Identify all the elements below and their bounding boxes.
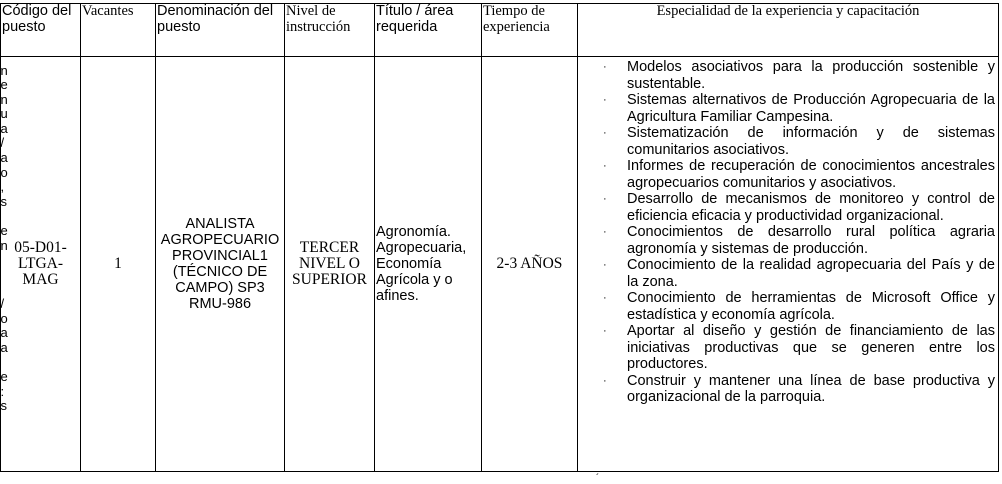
skill-text: Desarrollo de mecanismos de monitoreo y control de eficiencia eficacia y productividad organizacional. (627, 191, 995, 224)
truncated-letter: n (0, 237, 8, 253)
truncated-letter: e (0, 368, 8, 384)
header-degree-area: Título / área requerida (375, 4, 482, 57)
cell-vacancies (81, 57, 156, 472)
cell-title (156, 57, 285, 472)
list-item (579, 323, 995, 373)
vacancy-count: 1 (114, 255, 122, 272)
bullet-icon: · (603, 94, 607, 106)
bullet-icon: · (603, 292, 607, 304)
header-education-level: Nivel de instrucción (285, 4, 375, 57)
skill-text: Construir y mantener una línea de base productiva y organizacional de la parroquia. (627, 372, 995, 405)
table-row (1, 57, 999, 472)
truncated-letter: / (0, 296, 5, 311)
list-item (579, 224, 995, 257)
list-item (579, 125, 995, 158)
truncated-letter: e (0, 77, 8, 93)
truncated-text-column (1, 60, 7, 479)
list-item (579, 59, 995, 92)
truncated-letter (1, 268, 7, 283)
truncated-letter: o (0, 310, 8, 326)
list-item (579, 257, 995, 290)
truncated-letter: a (0, 120, 8, 136)
experience-time: 2-3 AÑOS (496, 255, 563, 272)
skill-text: Conocimientos de desarrollo rural política agraria agronomía y sistemas de producción. (627, 224, 995, 257)
truncated-letter: , (0, 179, 5, 195)
education-level: TERCER NIVEL O SUPERIOR (292, 239, 367, 288)
bullet-icon: · (603, 325, 607, 337)
skill-text: Informes de recuperación de conocimientos ancestrales agropecuarios comunitarios y asociativos. (627, 158, 995, 191)
skill-text: Modelos asociativos para la producción sostenible y sustentable. (627, 59, 995, 92)
header-position-title: Denominación del puesto (156, 4, 285, 57)
header-specialty: Especialidad de la experiencia y capacitación (578, 4, 999, 57)
bullet-icon: · (603, 160, 607, 172)
bullet-icon: · (603, 193, 607, 205)
truncated-letter: s (0, 193, 7, 209)
skill-text: Sistematización de información y de sistemas comunitarios asociativos. (627, 125, 995, 158)
table-header-row (1, 4, 999, 57)
bullet-icon: · (603, 127, 607, 139)
header-code: Código del puesto (1, 4, 81, 57)
truncated-letter: a (0, 325, 8, 341)
skills-list (579, 57, 997, 406)
header-experience-time: Tiempo de experiencia (482, 4, 578, 57)
truncated-letter: n (0, 91, 8, 107)
list-item (579, 373, 995, 406)
truncated-letter: a (0, 339, 8, 355)
truncated-letter: s (0, 398, 7, 414)
bullet-icon: · (603, 61, 607, 73)
truncated-letter: u (0, 106, 8, 122)
degree-area: Agronomía. Agropecuaria, Economía Agrícola y o afines. (376, 224, 467, 304)
position-title: ANALISTA AGROPECUARIO PROVINCIAL1 (TÉCNICO DE CAMPO) SP3 RMU-986 (160, 216, 280, 312)
bullet-icon: · (603, 374, 607, 387)
cell-experience (482, 57, 578, 472)
bullet-icon: · (603, 226, 607, 238)
list-item (579, 158, 995, 191)
cell-specialty (578, 57, 999, 472)
skill-text: Aportar al diseño y gestión de financiamiento de las iniciativas productivas que se generen entre los productores. (627, 323, 995, 372)
header-vacancies: Vacantes (81, 4, 156, 57)
truncated-letter: : (0, 383, 5, 399)
stray-accent-mark: ´ (596, 473, 600, 484)
skill-text: Sistemas alternativos de Producción Agropecuaria de la Agricultura Familiar Campesina. (627, 92, 995, 125)
cell-level (285, 57, 375, 472)
truncated-letter (1, 209, 7, 224)
truncated-letter: / (0, 135, 5, 151)
skill-text: Conocimiento de la realidad agropecuaria del País y de la zona. (627, 257, 995, 290)
list-item (579, 92, 995, 125)
truncated-letter (1, 282, 7, 297)
bullet-icon: · (603, 259, 607, 271)
cell-code (1, 57, 81, 472)
truncated-letter: a (0, 150, 8, 166)
truncated-letter: n (0, 62, 8, 78)
list-item (579, 290, 995, 323)
list-item (579, 191, 995, 224)
skill-text: Conocimiento de herramientas de Microsoft Office y estadística y economía agrícola. (627, 290, 995, 323)
truncated-letter (1, 253, 7, 268)
cell-degree (375, 57, 482, 472)
truncated-letter (1, 355, 7, 370)
truncated-letter: o (0, 164, 8, 180)
job-requirements-table (0, 3, 999, 472)
position-code: 05-D01-LTGA-MAG (14, 239, 67, 288)
truncated-letter: e (0, 223, 8, 239)
